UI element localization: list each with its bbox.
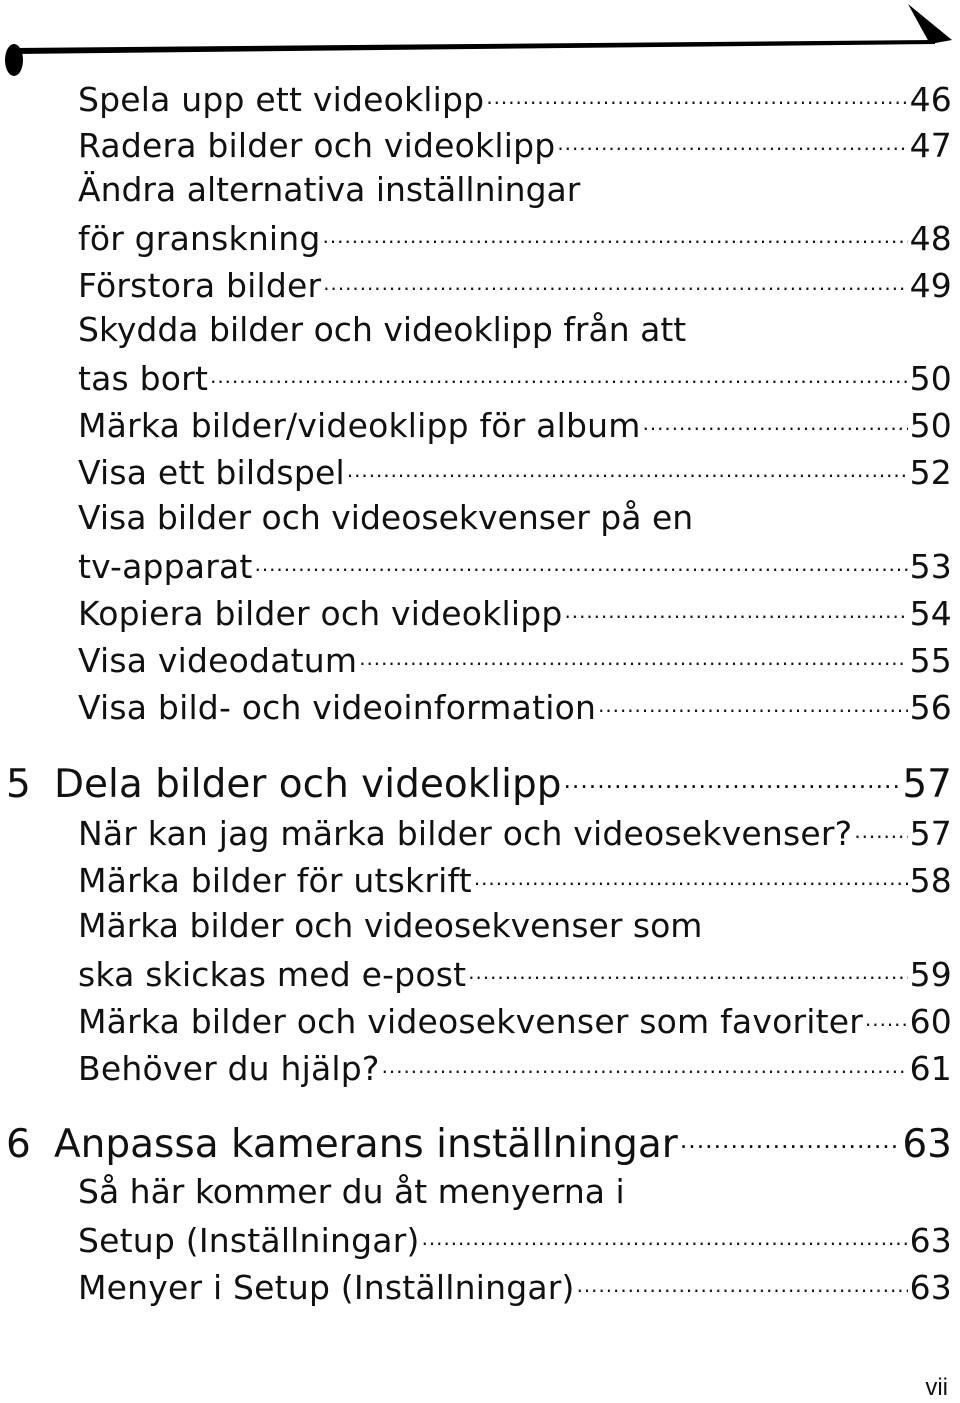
toc-entry-first-line[interactable]: Så här kommer du åt menyerna i [78, 1172, 625, 1211]
toc-entry[interactable]: Visa videodatum ..... 55 [78, 639, 952, 680]
toc-entry-first-line[interactable]: Ändra alternativa inställningar [78, 170, 581, 209]
chapter-heading-6[interactable]: 6 Anpassa kamerans inställningar ..... 63 [6, 1118, 952, 1167]
toc-entry[interactable]: Setup (Inställningar) ..... 63 [78, 1219, 952, 1260]
toc-entry[interactable]: Förstora bilder ..... 49 [78, 264, 952, 305]
toc-entry[interactable]: När kan jag märka bilder och videosekvenser? ..... 57 [78, 812, 952, 853]
toc-entry[interactable]: Menyer i Setup (Inställningar) ..... 63 [78, 1266, 952, 1307]
toc-entry[interactable]: tv-apparat ..... 53 [78, 545, 952, 586]
toc-entry[interactable]: Kopiera bilder och videoklipp ..... 54 [78, 592, 952, 633]
toc-entry[interactable]: Märka bilder för utskrift ..... 58 [78, 859, 952, 900]
toc-entry-first-line[interactable]: Märka bilder och videosekvenser som [78, 906, 703, 945]
toc-entry[interactable]: Behöver du hjälp? ..... 61 [78, 1047, 952, 1088]
toc-entry[interactable]: Visa ett bildspel ..... 52 [78, 451, 952, 492]
toc-entry[interactable]: för granskning ..... 48 [78, 217, 952, 258]
toc-entry[interactable]: Märka bilder och videosekvenser som favoriter ..... 60 [78, 1000, 952, 1041]
toc-entry-first-line[interactable]: Visa bilder och videosekvenser på en [78, 498, 694, 537]
chapter-heading-5[interactable]: 5 Dela bilder och videoklipp ..... 57 [6, 758, 952, 807]
toc-entry[interactable]: Märka bilder/videoklipp för album ..... 50 [78, 404, 952, 445]
toc-entry[interactable]: tas bort ..... 50 [78, 357, 952, 398]
toc-entry[interactable]: Radera bilder och videoklipp ..... 47 [78, 124, 952, 165]
header-rule [0, 0, 960, 80]
toc-entry[interactable]: Visa bild- och videoinformation ..... 56 [78, 686, 952, 727]
toc-entry-first-line[interactable]: Skydda bilder och videoklipp från att [78, 310, 687, 349]
toc-entry[interactable]: Spela upp ett videoklipp ..... 46 [78, 78, 952, 119]
page-number: vii [925, 1374, 948, 1401]
toc-entry[interactable]: ska skickas med e-post ..... 59 [78, 953, 952, 994]
